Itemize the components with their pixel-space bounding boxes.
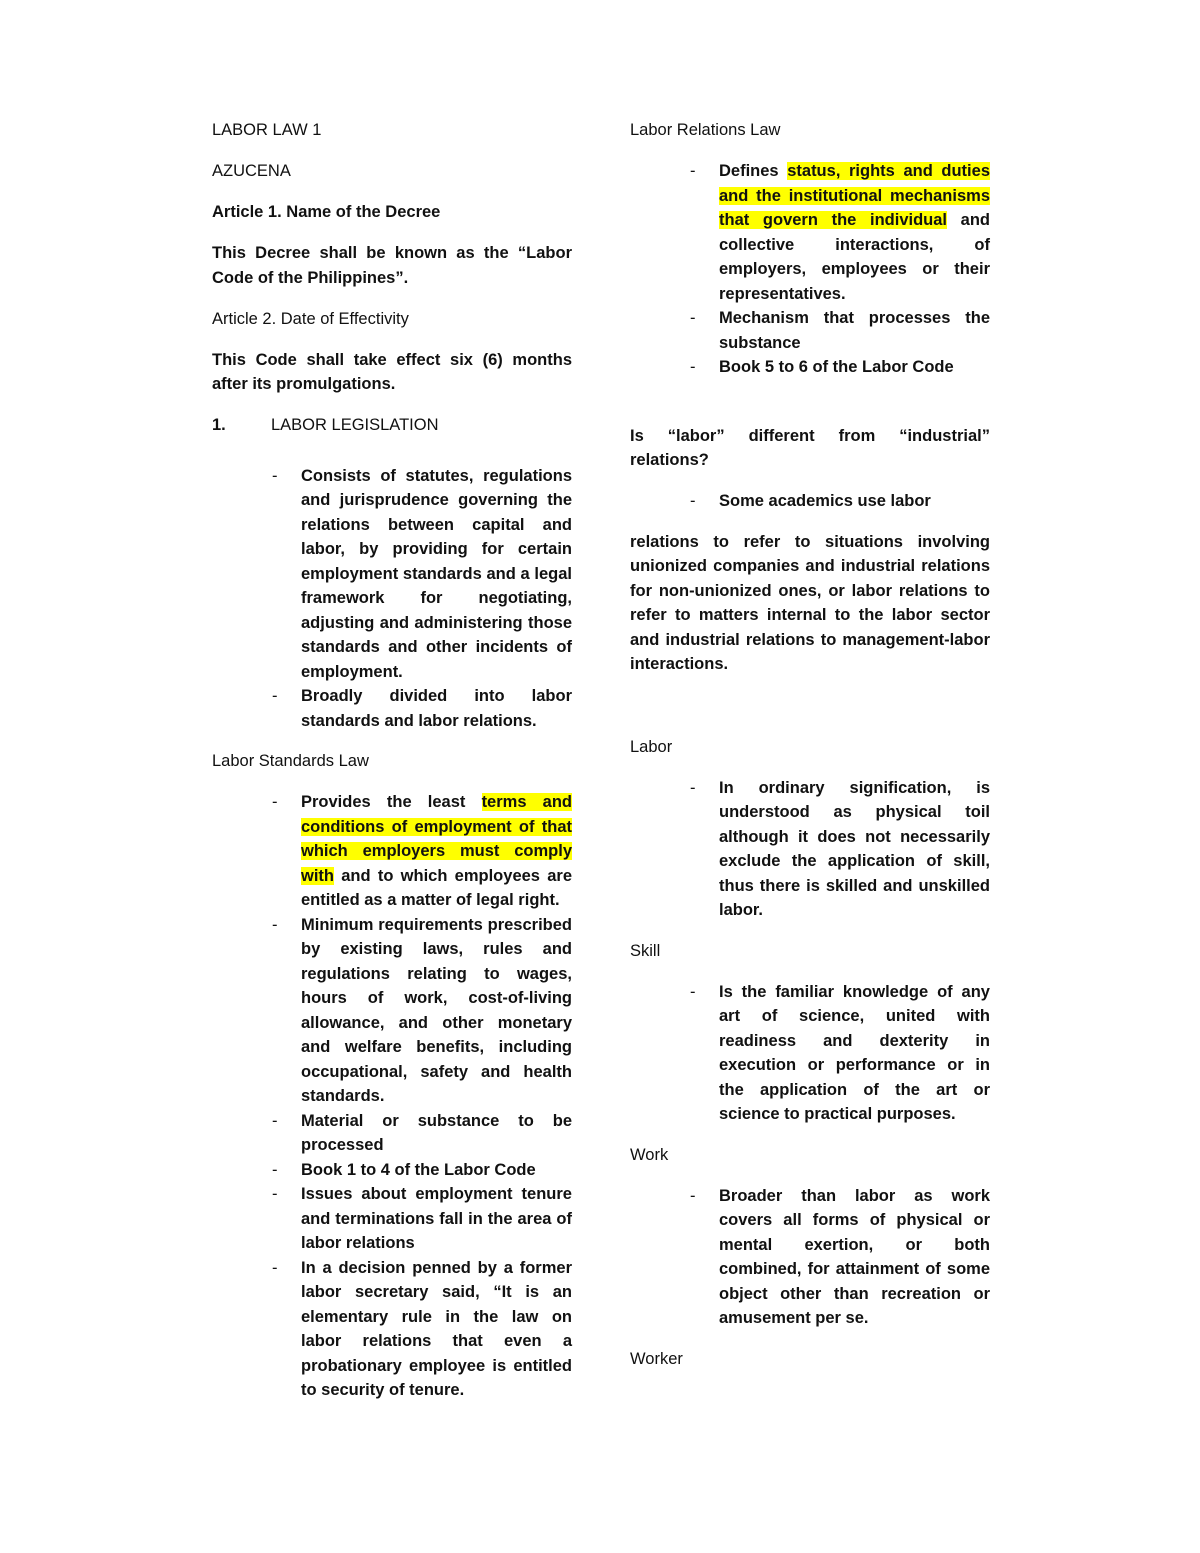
section-title: LABOR LEGISLATION	[271, 416, 439, 434]
work-heading: Work	[630, 1145, 669, 1164]
right-column	[630, 118, 990, 1371]
standards-list	[212, 790, 572, 1403]
bullet-text: and collective interactions, of employers, employees or their representatives.	[719, 211, 990, 303]
question-list	[630, 489, 990, 514]
list-item: - Minimum requirements prescribed by existing laws, rules and regulations relating to wages, hours of work, cost-of-living allowance, and other monetary and welfare benefits, including occupational, safety and health standards.	[301, 913, 572, 1109]
legislation-list	[212, 464, 572, 734]
bullet-text: Provides the least	[301, 793, 482, 811]
worker-heading: Worker	[630, 1349, 683, 1368]
list-item: - In a decision penned by a former labor secretary said, “It is an elementary rule in the law on labor relations that even a probationary employee is entitled to security of tenure.	[301, 1256, 572, 1403]
skill-heading: Skill	[630, 941, 661, 960]
list-item	[719, 159, 990, 306]
work-list	[630, 1184, 990, 1331]
question-answer: relations to refer to situations involving unionized companies and industrial relations for non-unionized ones, or labor relations to refer to matters internal to the labor sector and industrial relations to management-labor interactions.	[630, 532, 990, 673]
list-item: - Mechanism that processes the substance	[719, 306, 990, 355]
list-item: - Broadly divided into labor standards and labor relations.	[301, 684, 572, 733]
spacer	[630, 380, 990, 424]
article-1-heading: Article 1. Name of the Decree	[212, 203, 441, 221]
list-item	[301, 790, 572, 913]
highlighted-text: status, rights and duties and the institutional mechanisms that govern the individual	[719, 162, 990, 229]
question-text: Is “labor” different from “industrial” relations?	[630, 426, 990, 469]
article-2-heading: Article 2. Date of Effectivity	[212, 309, 409, 328]
list-item: - Issues about employment tenure and terminations fall in the area of labor relations	[301, 1182, 572, 1256]
labor-standards-heading: Labor Standards Law	[212, 752, 369, 770]
labor-relations-heading: Labor Relations Law	[630, 121, 781, 139]
doc-author: AZUCENA	[212, 162, 291, 180]
bullet-text: and to which employees are entitled as a matter of legal right.	[301, 866, 572, 909]
list-item: - Some academics use labor	[719, 489, 990, 514]
list-item: - Book 5 to 6 of the Labor Code	[719, 355, 990, 380]
skill-list	[630, 980, 990, 1127]
relations-list	[630, 159, 990, 380]
section-heading	[212, 413, 572, 438]
spacer	[630, 677, 990, 735]
list-item: - Is the familiar knowledge of any art of science, united with readiness and dexterity in execution or performance or in the application of the art or science to practical purposes.	[719, 980, 990, 1127]
article-1-text: This Decree shall be known as the “Labor Code of the Philippines”.	[212, 244, 572, 287]
labor-list	[630, 776, 990, 923]
article-2-text: This Code shall take effect six (6) months after its promulgations.	[212, 350, 572, 393]
doc-title: LABOR LAW 1	[212, 121, 322, 139]
list-item: - Book 1 to 4 of the Labor Code	[301, 1158, 572, 1183]
bullet-text: Defines	[719, 162, 788, 180]
list-item: - In ordinary signification, is understood as physical toil although it does not necessarily exclude the application of skill, thus there is skilled and unskilled labor.	[719, 776, 990, 923]
highlighted-text: terms and conditions of employment of that which employers must comply with	[301, 793, 573, 885]
list-item: - Broader than labor as work covers all forms of physical or mental exertion, or both combined, for attainment of some object other than recreation or amusement per se.	[719, 1184, 990, 1331]
labor-heading: Labor	[630, 737, 673, 756]
section-number: 1.	[212, 416, 226, 434]
list-item: - Consists of statutes, regulations and jurisprudence governing the relations between capital and labor, by providing for certain employment standards and a legal framework for negotiating, adjusting and administering those standards and other incidents of employment.	[301, 464, 572, 685]
list-item: - Material or substance to be processed	[301, 1109, 572, 1158]
left-column	[212, 118, 572, 1403]
